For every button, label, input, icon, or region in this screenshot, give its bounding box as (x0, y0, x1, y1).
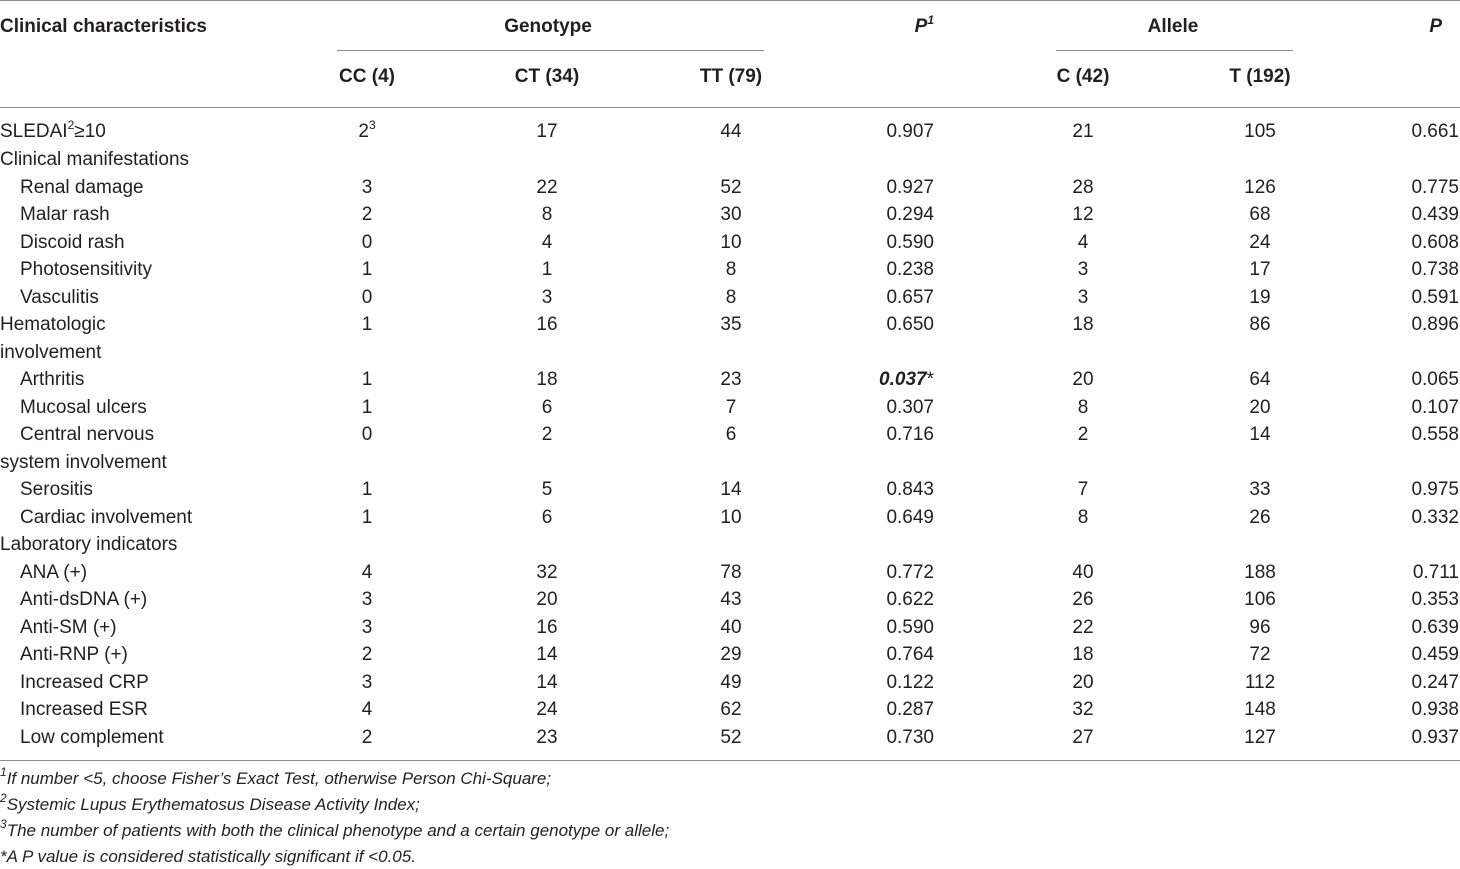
table-row (0, 256, 1460, 283)
cell-tt: 10 (720, 231, 742, 253)
row-label: system involvement (0, 451, 167, 473)
cell-t: 188 (1244, 561, 1276, 583)
cell-t: 126 (1244, 176, 1276, 198)
table-row (0, 559, 1460, 586)
cell-p1: 0.657 (886, 286, 934, 308)
cell-tt: 8 (725, 259, 737, 280)
cell-p: 0.775 (1411, 176, 1459, 198)
header-t: T (192) (1229, 66, 1291, 87)
table-row (0, 669, 1460, 696)
cell-tt: 52 (720, 726, 742, 748)
cell-p: 0.459 (1411, 644, 1459, 665)
cell-c: 3 (1077, 286, 1089, 308)
table-row (0, 174, 1460, 201)
cell-p: 0.711 (1412, 561, 1459, 583)
table-row (0, 421, 1460, 448)
cell-tt: 52 (720, 176, 742, 198)
cell-p1: 0.238 (886, 259, 934, 280)
header-ct: CT (34) (514, 66, 580, 87)
cell-t: 148 (1244, 699, 1276, 720)
row-label: Hematologic (0, 314, 106, 335)
cell-p: 0.938 (1411, 699, 1459, 720)
cell-tt: 30 (720, 204, 742, 225)
cell-cc: 2 (361, 726, 373, 748)
table-row (0, 586, 1460, 613)
cell-p: 0.608 (1411, 231, 1459, 253)
table-row (0, 394, 1460, 421)
cell-cc: 1 (361, 369, 373, 390)
footnote (0, 765, 552, 789)
allele-span-rule (1056, 50, 1293, 51)
genotype-span-rule (337, 50, 764, 51)
cell-ct: 1 (541, 259, 553, 280)
cell-p: 0.975 (1411, 479, 1459, 500)
row-label: ANA (+) (20, 561, 88, 583)
table-row (0, 614, 1460, 641)
cell-t: 106 (1244, 589, 1276, 610)
cell-tt: 62 (720, 699, 742, 720)
cell-cc: 3 (361, 616, 373, 638)
cell-tt: 23 (720, 369, 742, 390)
header-p1-text: P (914, 16, 928, 37)
cell-tt: 49 (720, 671, 742, 693)
footnote-text: The number of patients with both the clinical phenotype and a certain genotype or allele; (6, 821, 670, 840)
cell-p: 0.661 (1411, 121, 1459, 142)
row-label: Increased ESR (20, 699, 148, 720)
cell-p1: 0.650 (886, 314, 934, 335)
cell-p: 0.639 (1411, 616, 1459, 638)
cell-t: 64 (1249, 369, 1271, 390)
cell-t: 24 (1249, 231, 1271, 253)
footnote-text: Systemic Lupus Erythematosus Disease Activity Index; (6, 795, 420, 814)
row-label: Cardiac involvement (20, 506, 193, 528)
cell-p: 0.591 (1411, 286, 1459, 308)
cell-tt: 44 (720, 121, 742, 142)
table-row (0, 476, 1460, 503)
cell-ct: 20 (536, 589, 558, 610)
cell-cc: 4 (361, 561, 373, 583)
cell-c: 22 (1072, 616, 1094, 638)
row-label: Discoid rash (20, 231, 125, 253)
cell-t: 112 (1244, 671, 1276, 693)
table-top-rule (0, 0, 1460, 1)
cell-tt: 35 (720, 314, 742, 335)
cell-c: 27 (1072, 726, 1094, 748)
cell-p: 0.896 (1411, 314, 1459, 335)
cell-t: 96 (1249, 616, 1271, 638)
header-p: P (1429, 16, 1442, 37)
cell-tt: 14 (720, 479, 742, 500)
table-row (0, 229, 1460, 256)
header-genotype: Genotype (504, 16, 592, 37)
cell-cc: 0 (361, 286, 373, 308)
cell-p1: 0.649 (886, 506, 934, 528)
cell-ct: 23 (536, 726, 558, 748)
cell-p1: 0.590 (886, 231, 934, 253)
cell-c: 40 (1072, 561, 1094, 583)
cell-tt: 43 (720, 589, 742, 610)
table-row (0, 641, 1460, 668)
cell-ct: 6 (541, 396, 553, 418)
cell-p1: 0.730 (886, 726, 934, 748)
cell-tt: 40 (720, 616, 742, 638)
cell-p1: 0.622 (886, 589, 934, 610)
cell-c: 18 (1072, 314, 1094, 335)
cell-t: 26 (1249, 506, 1271, 528)
cell-cc: 3 (361, 589, 373, 610)
table-row (0, 531, 1460, 558)
row-label: Mucosal ulcers (20, 396, 147, 418)
table-row (0, 339, 1460, 366)
cell-cc: 2 (361, 204, 373, 225)
cell-c: 4 (1077, 231, 1089, 253)
footnote-marker: 2 (0, 791, 7, 806)
row-label: Renal damage (20, 176, 144, 198)
table-row (0, 366, 1460, 393)
cell-p: 0.937 (1411, 726, 1459, 748)
cell-tt: 8 (725, 286, 737, 308)
cell-tt: 29 (720, 644, 742, 665)
table-bottom-rule (0, 760, 1460, 761)
cell-p1: 0.294 (886, 204, 934, 225)
cell-t: 14 (1249, 424, 1271, 445)
cell-c: 18 (1072, 644, 1094, 665)
table-row (0, 504, 1460, 531)
cell-p1: 0.716 (886, 424, 934, 445)
cell-p: 0.065 (1411, 369, 1459, 390)
cell-ct: 16 (536, 314, 558, 335)
cell-ct: 14 (536, 644, 558, 665)
cell-ct: 18 (536, 369, 558, 390)
cell-ct: 16 (536, 616, 558, 638)
cell-p1: 0.927 (886, 176, 934, 198)
cell-cc (358, 118, 375, 145)
table-row (0, 146, 1460, 173)
cell-ct: 4 (541, 231, 553, 253)
cell-cc: 1 (361, 479, 373, 500)
cell-p1: 0.764 (886, 644, 934, 665)
cell-p1: 0.907 (886, 121, 934, 142)
cell-p: 0.558 (1411, 424, 1459, 445)
row-label: Anti-SM (+) (20, 616, 117, 638)
cell-cc: 0 (361, 424, 373, 445)
row-label: Anti-RNP (+) (20, 644, 128, 665)
cell-c: 3 (1077, 259, 1089, 280)
cell-ct: 5 (541, 479, 553, 500)
table-row (0, 696, 1460, 723)
cell-cc: 3 (361, 176, 373, 198)
sledai-label-text: SLEDAI (0, 121, 68, 142)
cell-t: 19 (1249, 286, 1271, 308)
cell-c: 32 (1072, 699, 1094, 720)
cell-p1 (879, 366, 934, 393)
cell-p: 0.107 (1411, 396, 1459, 418)
header-p1 (914, 12, 934, 38)
cell-ct: 22 (536, 176, 558, 198)
row-label: Laboratory indicators (0, 534, 178, 555)
cell-p1: 0.122 (886, 671, 934, 693)
cell-ct: 3 (541, 286, 553, 308)
cell-p1: 0.307 (886, 396, 934, 418)
cell-t: 72 (1249, 644, 1271, 665)
cell-ct: 2 (541, 424, 553, 445)
cell-p: 0.353 (1411, 589, 1459, 610)
footnote-text: If number <5, choose Fisher’s Exact Test, otherwise Person Chi-Square; (6, 769, 552, 788)
row-label: involvement (0, 341, 102, 363)
cell-p1: 0.590 (886, 616, 934, 638)
table-row (0, 284, 1460, 311)
header-clinical-characteristics: Clinical characteristics (0, 16, 207, 37)
cell-c: 7 (1077, 479, 1089, 500)
cell-ct: 24 (536, 699, 558, 720)
table-row (0, 201, 1460, 228)
row-label: Central nervous (20, 424, 155, 445)
cell-c: 20 (1072, 369, 1094, 390)
sledai-label-sup: 2 (67, 117, 75, 132)
cell-tt: 78 (720, 561, 742, 583)
sledai-cc-sup: 3 (368, 117, 376, 132)
cell-ct: 14 (536, 671, 558, 693)
cell-cc: 0 (361, 231, 373, 253)
cell-cc: 1 (361, 314, 373, 335)
cell-p1: 0.287 (886, 699, 934, 720)
cell-tt: 6 (725, 424, 737, 445)
cell-cc: 1 (361, 259, 373, 280)
row-label: Increased CRP (20, 671, 149, 693)
header-bottom-rule (0, 107, 1460, 108)
table-row-sledai (0, 118, 1460, 145)
cell-c: 12 (1072, 204, 1094, 225)
significant-p-value: 0.037 (879, 369, 927, 390)
cell-c: 21 (1072, 121, 1094, 142)
cell-t: 86 (1249, 314, 1271, 335)
row-label: Low complement (20, 726, 164, 748)
cell-p: 0.738 (1411, 259, 1459, 280)
header-cc: CC (4) (339, 66, 395, 87)
cell-t: 68 (1249, 204, 1271, 225)
cell-t: 17 (1249, 259, 1271, 280)
footnote (0, 817, 670, 841)
cell-p1: 0.772 (886, 561, 934, 583)
row-label: Serositis (20, 479, 93, 500)
cell-c: 8 (1077, 506, 1089, 528)
cell-t: 33 (1249, 479, 1271, 500)
row-label: Vasculitis (20, 286, 99, 308)
header-tt: TT (79) (699, 66, 763, 87)
footnote-marker: 3 (0, 817, 7, 832)
cell-c: 28 (1072, 176, 1094, 198)
footnote (0, 847, 416, 867)
cell-c: 26 (1072, 589, 1094, 610)
sledai-cc-value: 2 (358, 121, 369, 142)
cell-p: 0.332 (1411, 506, 1459, 528)
row-label: Malar rash (20, 204, 110, 225)
footnote (0, 791, 420, 815)
cell-tt: 10 (720, 506, 742, 528)
row-label: Arthritis (20, 369, 85, 390)
row-label: Anti-dsDNA (+) (20, 589, 148, 610)
cell-c: 2 (1077, 424, 1089, 445)
cell-cc: 1 (361, 506, 373, 528)
cell-t: 105 (1244, 121, 1276, 142)
cell-tt: 7 (725, 396, 737, 418)
cell-c: 20 (1072, 671, 1094, 693)
header-allele: Allele (1147, 16, 1199, 37)
footnote-marker: 1 (0, 765, 7, 780)
cell-p: 0.247 (1411, 671, 1459, 693)
cell-p1: 0.843 (886, 479, 934, 500)
cell-ct: 32 (536, 561, 558, 583)
cell-ct: 17 (536, 121, 558, 142)
row-label (0, 118, 106, 145)
cell-t: 20 (1249, 396, 1271, 418)
significance-mark: * (926, 369, 934, 390)
table-row (0, 724, 1460, 751)
footnote-text: *A P value is considered statistically significant if <0.05. (0, 847, 416, 866)
header-c: C (42) (1056, 66, 1110, 87)
cell-ct: 8 (541, 204, 553, 225)
cell-c: 8 (1077, 396, 1089, 418)
row-label: Photosensitivity (20, 259, 153, 280)
cell-p: 0.439 (1411, 204, 1459, 225)
table-row (0, 311, 1460, 338)
cell-cc: 3 (361, 671, 373, 693)
cell-cc: 1 (361, 396, 373, 418)
sledai-label-suffix: ≥10 (74, 121, 106, 142)
cell-cc: 2 (361, 644, 373, 665)
header-p1-sup: 1 (927, 12, 934, 27)
row-label: Clinical manifestations (0, 149, 190, 170)
cell-cc: 4 (361, 699, 373, 720)
cell-ct: 6 (541, 506, 553, 528)
cell-t: 127 (1244, 726, 1276, 748)
table-row (0, 449, 1460, 476)
